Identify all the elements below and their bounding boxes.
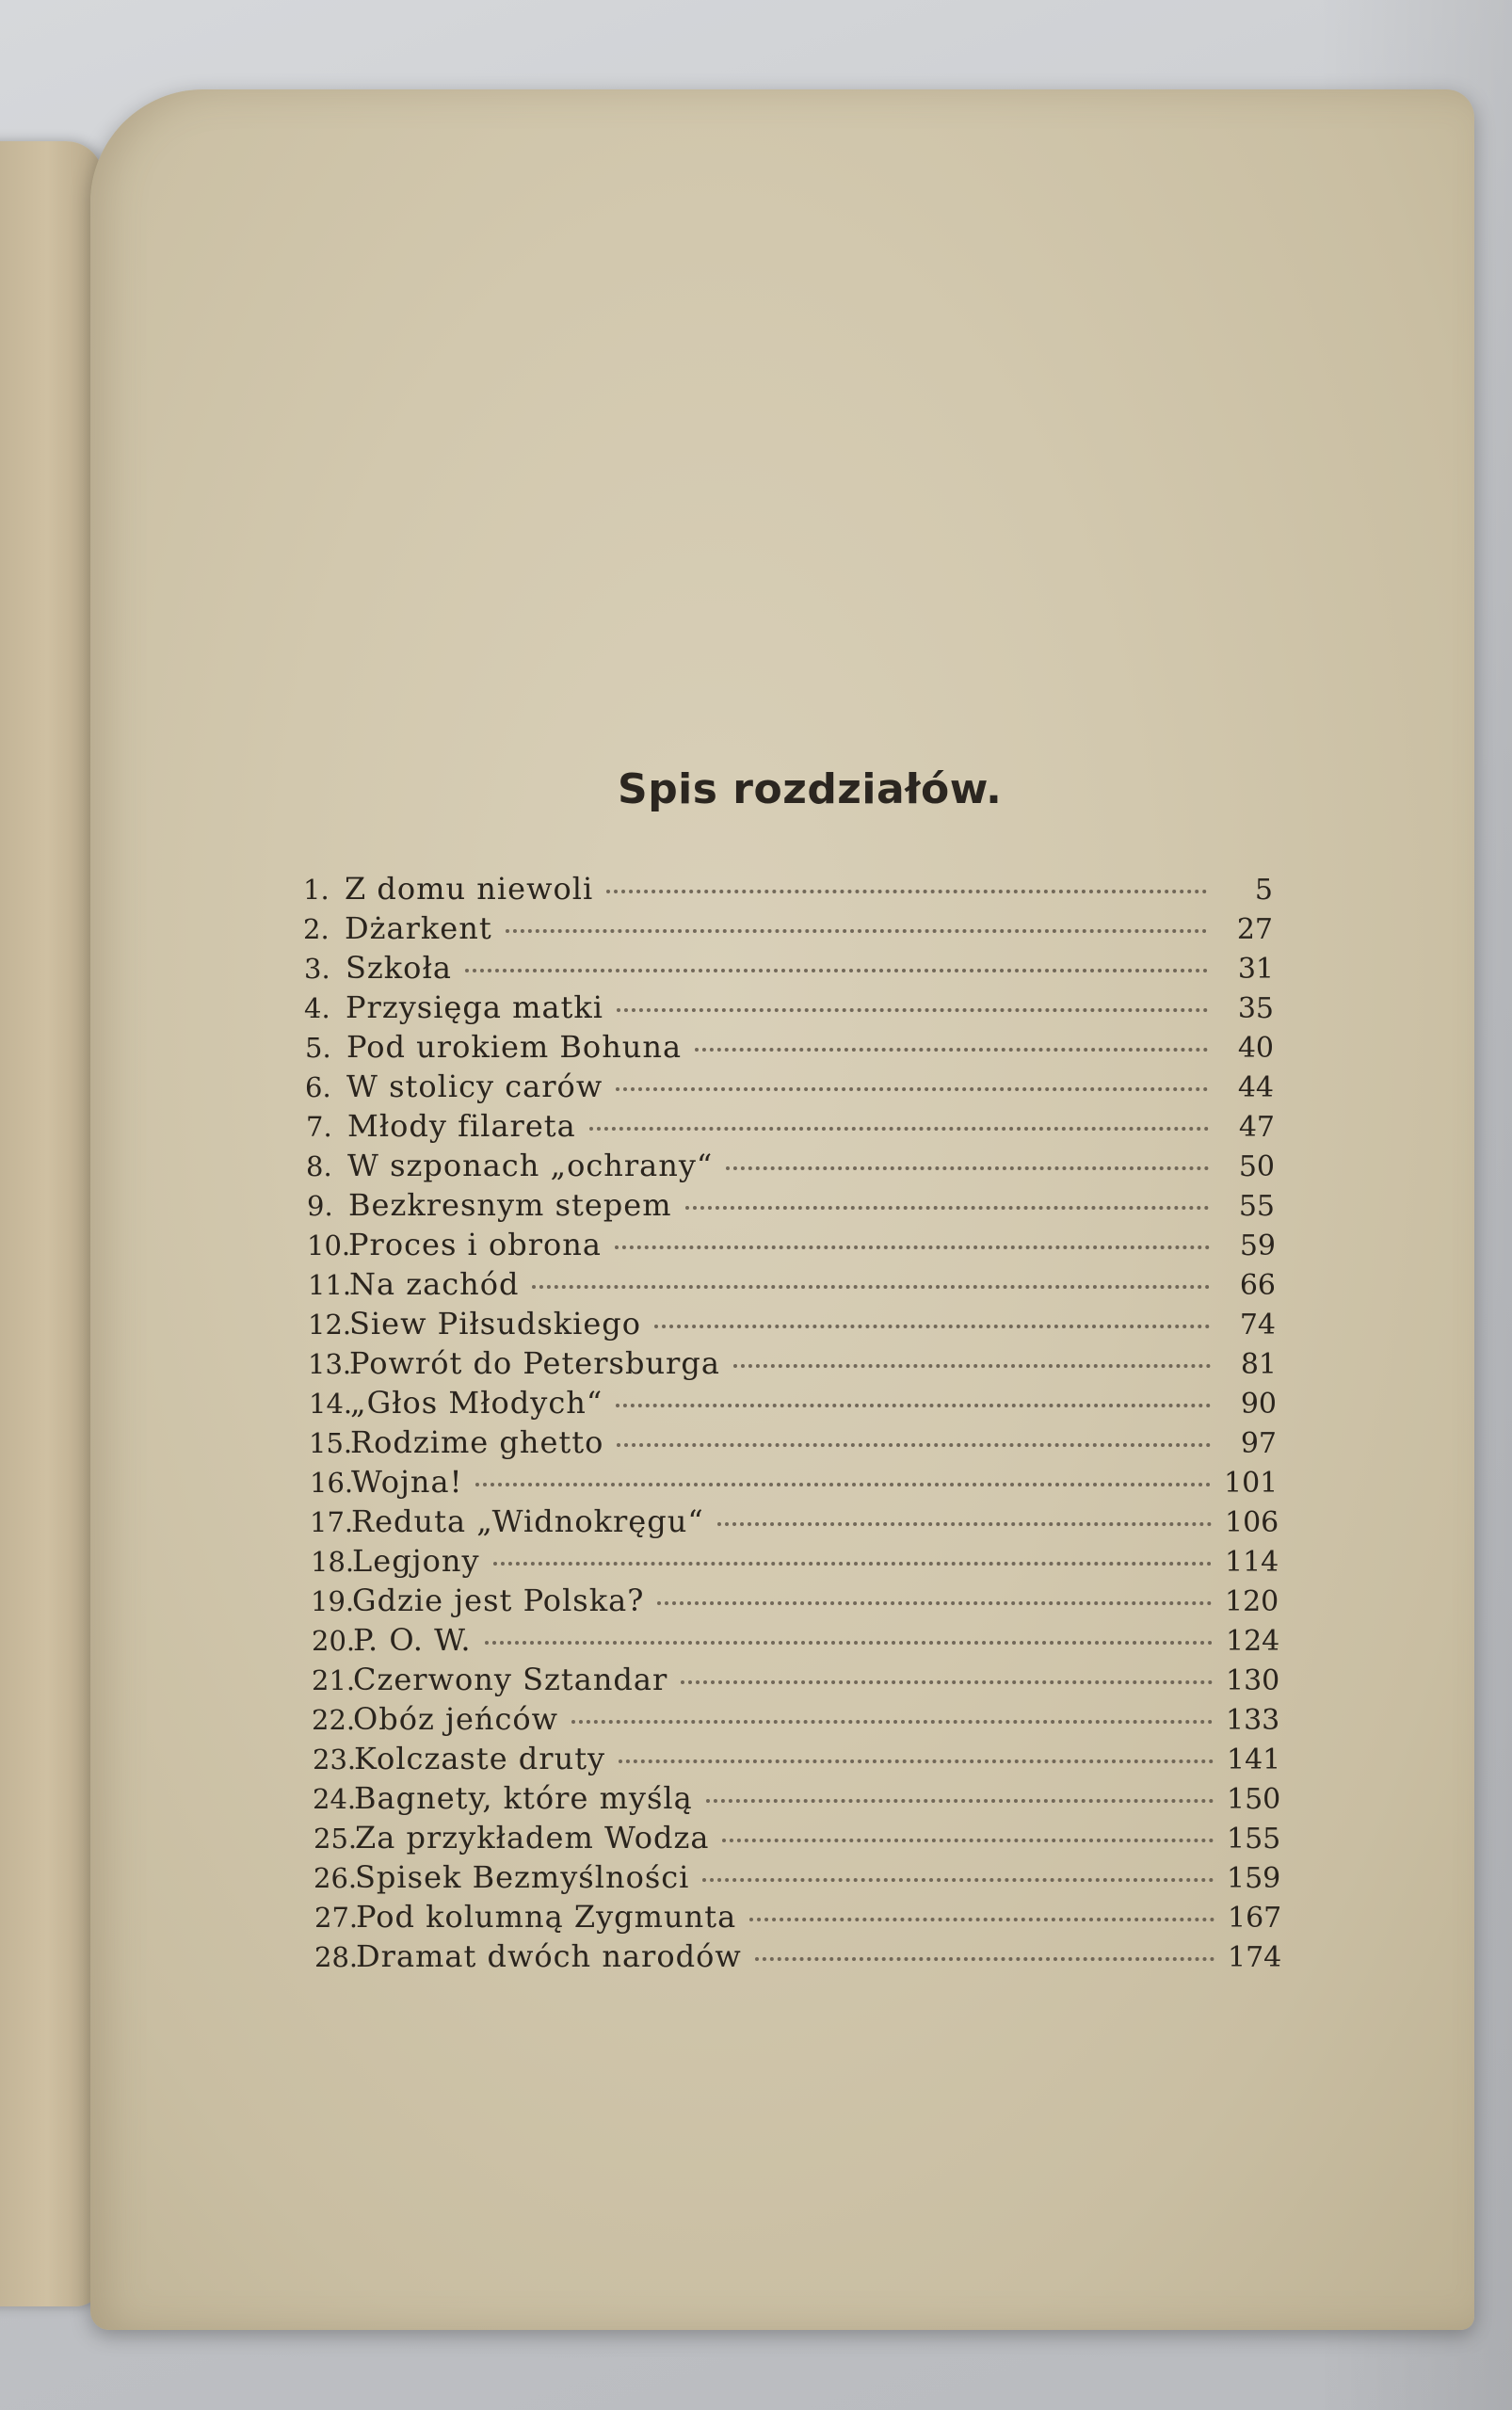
dot-leader bbox=[702, 1878, 1214, 1882]
dot-leader bbox=[506, 929, 1207, 933]
chapter-page-number: 55 bbox=[1238, 1190, 1275, 1223]
chapter-number: 17. bbox=[310, 1506, 354, 1538]
chapter-page-number: 159 bbox=[1227, 1862, 1281, 1895]
chapter-title: Z domu niewoli bbox=[345, 871, 594, 907]
chapter-title: Siew Piłsudskiego bbox=[349, 1306, 642, 1342]
dot-leader bbox=[589, 1127, 1209, 1131]
dot-leader bbox=[681, 1680, 1213, 1684]
page-title: Spis rozdziałów. bbox=[618, 765, 1003, 813]
chapter-title: Przysięga matki bbox=[346, 989, 603, 1025]
chapter-page-number: 124 bbox=[1226, 1625, 1280, 1658]
toc-entry bbox=[309, 1424, 1277, 1464]
dot-leader bbox=[733, 1364, 1211, 1368]
toc-entry bbox=[303, 871, 1273, 910]
dot-leader bbox=[475, 1483, 1211, 1486]
toc-entry bbox=[314, 1859, 1279, 1899]
chapter-number: 16. bbox=[310, 1467, 354, 1499]
chapter-page-number: 141 bbox=[1227, 1743, 1281, 1776]
chapter-title: „Głos Młodych“ bbox=[350, 1385, 603, 1421]
toc-entry bbox=[309, 1385, 1277, 1424]
chapter-number: 19. bbox=[311, 1585, 355, 1617]
chapter-number: 3. bbox=[304, 953, 330, 985]
chapter-number: 13. bbox=[308, 1348, 352, 1380]
chapter-title: Proces i obrona bbox=[348, 1227, 602, 1262]
chapter-title: P. O. W. bbox=[353, 1622, 472, 1658]
dot-leader bbox=[485, 1641, 1213, 1645]
chapter-title: Powrót do Petersburga bbox=[349, 1345, 720, 1381]
dot-leader bbox=[726, 1166, 1209, 1170]
chapter-title: Kolczaste druty bbox=[354, 1741, 606, 1776]
chapter-page-number: 114 bbox=[1225, 1546, 1279, 1579]
chapter-number: 9. bbox=[307, 1190, 333, 1222]
toc-entry bbox=[306, 1148, 1275, 1187]
chapter-number: 6. bbox=[305, 1071, 331, 1103]
chapter-number: 25. bbox=[314, 1823, 358, 1855]
chapter-page-number: 44 bbox=[1237, 1071, 1274, 1104]
toc-entry bbox=[311, 1583, 1278, 1622]
toc-entry bbox=[312, 1662, 1279, 1701]
dot-leader bbox=[749, 1918, 1214, 1921]
chapter-number: 27. bbox=[314, 1902, 359, 1934]
toc-entry bbox=[314, 1820, 1279, 1859]
chapter-page-number: 74 bbox=[1239, 1309, 1276, 1342]
chapter-title: Za przykładem Wodza bbox=[355, 1820, 710, 1856]
chapter-title: W szponach „ochrany“ bbox=[347, 1148, 714, 1183]
chapter-title: Szkoła bbox=[346, 950, 452, 986]
chapter-title: Legjony bbox=[352, 1543, 480, 1579]
toc-entry bbox=[308, 1345, 1277, 1385]
dot-leader bbox=[493, 1562, 1212, 1566]
chapter-page-number: 31 bbox=[1237, 953, 1274, 986]
chapter-number: 28. bbox=[314, 1941, 359, 1973]
chapter-number: 2. bbox=[303, 913, 330, 945]
chapter-number: 20. bbox=[312, 1625, 356, 1657]
toc-entry bbox=[312, 1622, 1279, 1662]
dot-leader bbox=[465, 969, 1208, 972]
chapter-title: Młody filareta bbox=[347, 1108, 576, 1144]
chapter-title: Bezkresnym stepem bbox=[348, 1187, 672, 1223]
chapter-title: Na zachód bbox=[349, 1266, 520, 1302]
left-page-edge bbox=[0, 141, 104, 2306]
chapter-title: Czerwony Sztandar bbox=[353, 1662, 668, 1697]
toc-entry bbox=[313, 1741, 1279, 1780]
chapter-page-number: 90 bbox=[1240, 1388, 1277, 1421]
toc-entry bbox=[306, 1108, 1275, 1148]
chapter-title: Obóz jeńców bbox=[353, 1701, 559, 1737]
dot-leader bbox=[571, 1720, 1213, 1724]
toc-entry bbox=[310, 1464, 1277, 1503]
chapter-page-number: 66 bbox=[1239, 1269, 1276, 1302]
dot-leader bbox=[617, 1008, 1208, 1012]
chapter-number: 12. bbox=[308, 1309, 352, 1341]
toc-entry bbox=[311, 1543, 1278, 1583]
toc-entry bbox=[304, 950, 1274, 989]
chapter-page-number: 106 bbox=[1225, 1506, 1279, 1539]
dot-leader bbox=[615, 1245, 1210, 1249]
dot-leader bbox=[657, 1601, 1212, 1605]
table-of-contents bbox=[303, 871, 1282, 1978]
dot-leader bbox=[654, 1325, 1210, 1328]
dot-leader bbox=[685, 1206, 1209, 1210]
dot-leader bbox=[617, 1443, 1211, 1447]
chapter-title: Dżarkent bbox=[345, 910, 492, 946]
dot-leader bbox=[722, 1839, 1214, 1842]
dot-leader bbox=[532, 1285, 1210, 1289]
toc-entry bbox=[313, 1780, 1279, 1820]
chapter-page-number: 47 bbox=[1238, 1111, 1275, 1144]
toc-entry bbox=[307, 1187, 1275, 1227]
toc-entry bbox=[307, 1227, 1276, 1266]
chapter-page-number: 120 bbox=[1225, 1585, 1279, 1618]
chapter-title: Spisek Bezmyślności bbox=[355, 1859, 690, 1895]
dot-leader bbox=[619, 1759, 1214, 1763]
dot-leader bbox=[606, 890, 1207, 893]
chapter-page-number: 97 bbox=[1240, 1427, 1277, 1460]
toc-entry bbox=[314, 1938, 1280, 1978]
toc-entry bbox=[305, 1029, 1274, 1068]
toc-entry bbox=[308, 1266, 1276, 1306]
chapter-number: 11. bbox=[308, 1269, 352, 1301]
dot-leader bbox=[616, 1404, 1211, 1407]
chapter-number: 18. bbox=[311, 1546, 355, 1578]
toc-entry bbox=[312, 1701, 1279, 1741]
chapter-title: Wojna! bbox=[351, 1464, 463, 1500]
chapter-page-number: 59 bbox=[1239, 1229, 1276, 1262]
chapter-number: 21. bbox=[312, 1664, 356, 1696]
chapter-page-number: 50 bbox=[1238, 1150, 1275, 1183]
chapter-page-number: 27 bbox=[1236, 913, 1273, 946]
chapter-number: 22. bbox=[312, 1704, 356, 1736]
chapter-page-number: 155 bbox=[1227, 1823, 1281, 1856]
toc-entry bbox=[303, 910, 1273, 950]
dot-leader bbox=[755, 1957, 1214, 1961]
chapter-number: 4. bbox=[304, 992, 330, 1024]
chapter-number: 5. bbox=[305, 1032, 331, 1064]
dot-leader bbox=[616, 1087, 1208, 1091]
chapter-page-number: 167 bbox=[1228, 1902, 1282, 1935]
toc-entry bbox=[308, 1306, 1276, 1345]
chapter-number: 14. bbox=[309, 1388, 353, 1420]
book-page bbox=[90, 89, 1474, 2330]
dot-leader bbox=[717, 1522, 1212, 1526]
chapter-title: Pod urokiem Bohuna bbox=[346, 1029, 683, 1065]
chapter-page-number: 130 bbox=[1226, 1664, 1280, 1697]
chapter-page-number: 81 bbox=[1240, 1348, 1277, 1381]
chapter-number: 7. bbox=[306, 1111, 332, 1143]
chapter-title: W stolicy carów bbox=[346, 1068, 603, 1104]
chapter-page-number: 35 bbox=[1237, 992, 1274, 1025]
chapter-title: Bagnety, które myślą bbox=[354, 1780, 693, 1816]
chapter-page-number: 133 bbox=[1226, 1704, 1280, 1737]
chapter-number: 1. bbox=[303, 874, 330, 906]
chapter-title: Gdzie jest Polska? bbox=[352, 1583, 645, 1618]
toc-entry bbox=[304, 989, 1274, 1029]
dot-leader bbox=[706, 1799, 1214, 1803]
dot-leader bbox=[695, 1048, 1208, 1052]
chapter-number: 26. bbox=[314, 1862, 358, 1894]
chapter-title: Pod kolumną Zygmunta bbox=[356, 1899, 737, 1935]
chapter-page-number: 40 bbox=[1237, 1032, 1274, 1065]
chapter-number: 15. bbox=[309, 1427, 353, 1459]
chapter-number: 8. bbox=[306, 1150, 332, 1182]
chapter-page-number: 174 bbox=[1228, 1941, 1282, 1974]
chapter-page-number: 150 bbox=[1227, 1783, 1281, 1816]
chapter-title: Dramat dwóch narodów bbox=[356, 1938, 742, 1974]
toc-entry bbox=[310, 1503, 1278, 1543]
chapter-number: 24. bbox=[313, 1783, 357, 1815]
chapter-title: Rodzime ghetto bbox=[350, 1424, 604, 1460]
chapter-page-number: 101 bbox=[1224, 1467, 1279, 1500]
chapter-title: Reduta „Widnokręgu“ bbox=[351, 1503, 704, 1539]
toc-entry bbox=[314, 1899, 1280, 1938]
chapter-number: 10. bbox=[307, 1229, 351, 1261]
chapter-page-number: 5 bbox=[1254, 874, 1273, 907]
chapter-number: 23. bbox=[313, 1743, 357, 1775]
toc-entry bbox=[305, 1068, 1274, 1108]
